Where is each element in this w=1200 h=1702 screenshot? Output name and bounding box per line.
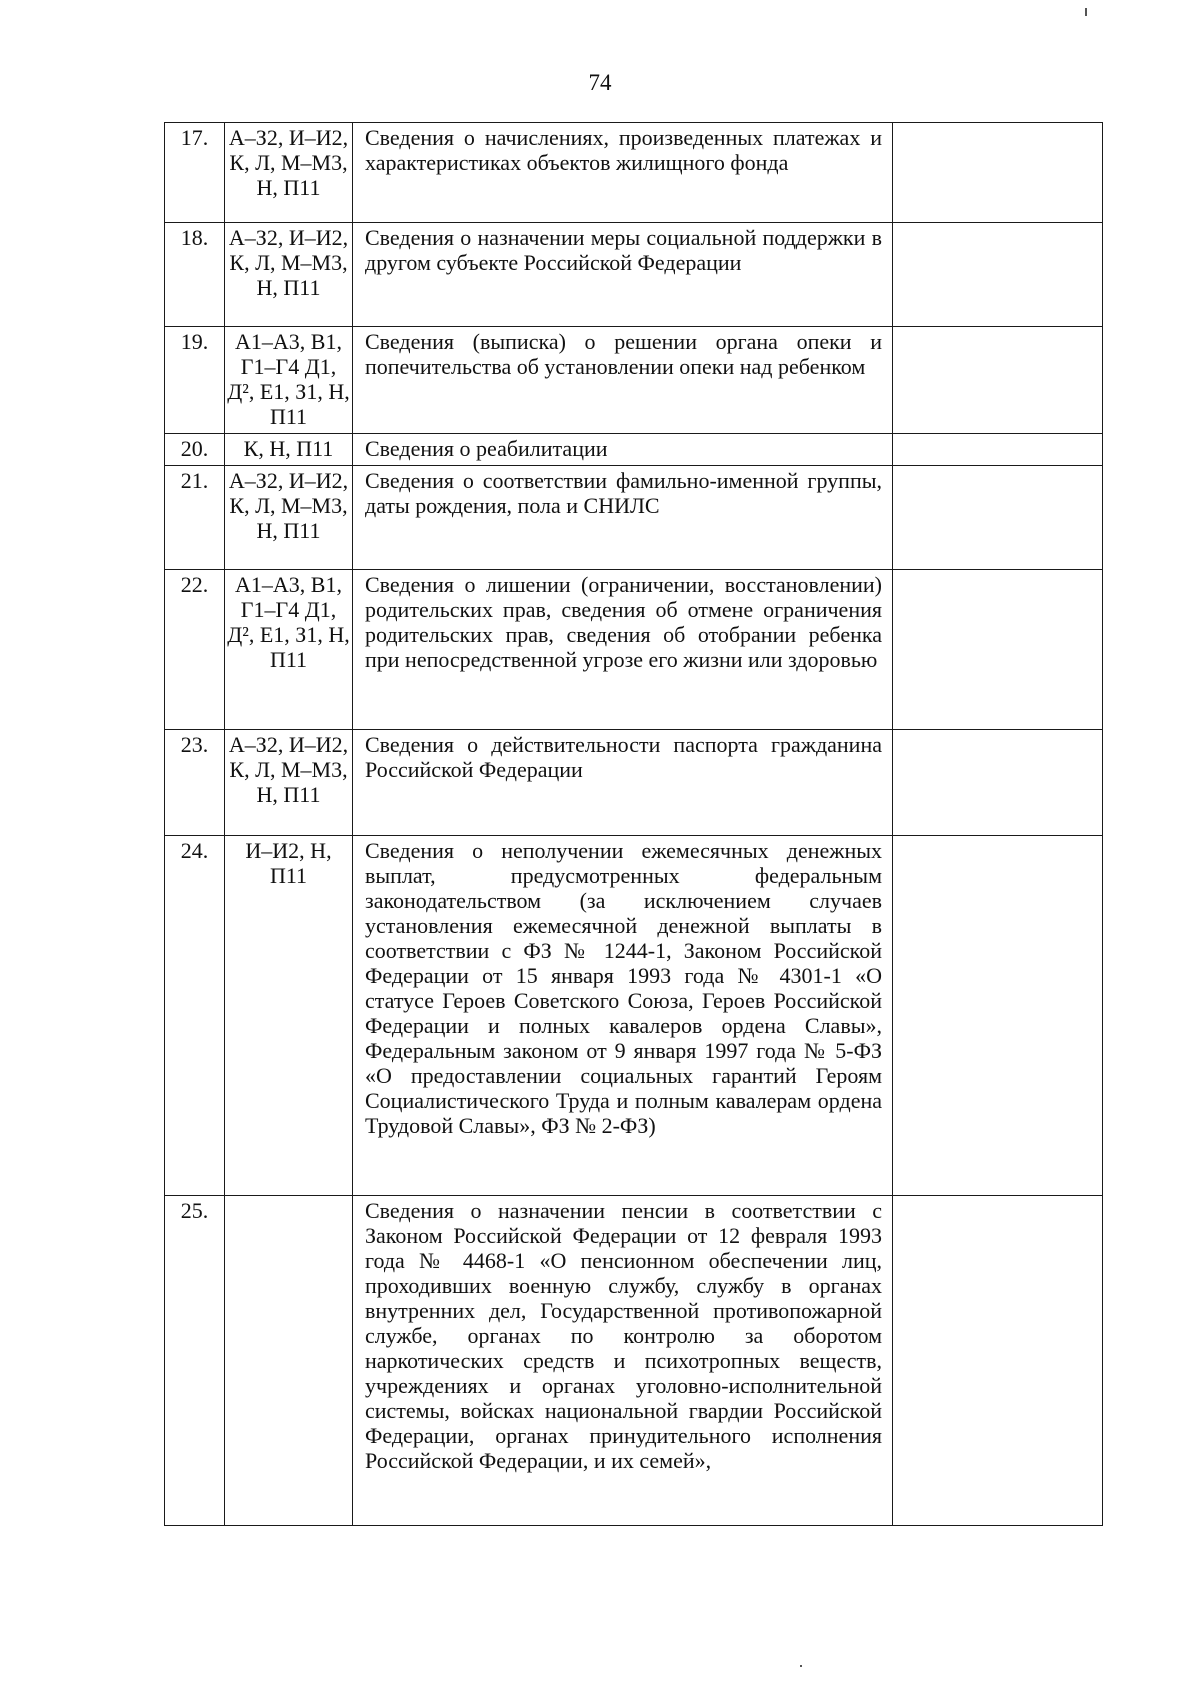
row-description: Сведения о лишении (ограничении, восстановлении) родительских прав, сведения об отмене ограничения родительских прав, сведения об отобрании ребенка при непосредственной угрозе его жизни или здоровью (353, 570, 893, 730)
page-number: 74 (588, 70, 612, 95)
row-code: А–З2, И–И2, К, Л, М–М3, Н, П11 (225, 730, 353, 836)
row-empty-cell (893, 434, 1103, 466)
table-row (165, 730, 1103, 836)
row-number: 17. (165, 123, 225, 223)
table-row (165, 327, 1103, 434)
row-empty-cell (893, 730, 1103, 836)
row-empty-cell (893, 223, 1103, 327)
row-empty-cell (893, 123, 1103, 223)
row-empty-cell (893, 570, 1103, 730)
table-row (165, 434, 1103, 466)
row-number: 22. (165, 570, 225, 730)
row-description: Сведения о соответствии фамильно-именной группы, даты рождения, пола и СНИЛС (353, 466, 893, 570)
row-description: Сведения о назначении меры социальной поддержки в другом субъекте Российской Федерации (353, 223, 893, 327)
row-code: А1–А3, В1, Г1–Г4 Д1, Д², Е1, З1, Н, П11 (225, 570, 353, 730)
row-description: Сведения (выписка) о решении органа опеки и попечительства об установлении опеки над ребенком (353, 327, 893, 434)
row-empty-cell (893, 1196, 1103, 1526)
row-description: Сведения о действительности паспорта гражданина Российской Федерации (353, 730, 893, 836)
row-number: 18. (165, 223, 225, 327)
row-empty-cell (893, 327, 1103, 434)
row-empty-cell (893, 836, 1103, 1196)
data-table (164, 122, 1103, 1526)
row-description: Сведения о неполучении ежемесячных денежных выплат, предусмотренных федеральным законодательством (за исключением случаев установления ежемесячной денежной выплаты в соответствии с ФЗ № 1244-1, Законом Российской Федерации от 15 января 1993 года № 4301-1 «О статусе Героев Советского Союза, Героев Российской Федерации и полных кавалеров ордена Славы», Федеральным законом от 9 января 1997 года № 5-ФЗ «О предоставлении социальных гарантий Героям Социалистического Труда и полным кавалерам ордена Трудовой Славы», ФЗ № 2-ФЗ) (353, 836, 893, 1196)
row-code: А–З2, И–И2, К, Л, М–М3, Н, П11 (225, 123, 353, 223)
table-row (165, 836, 1103, 1196)
scan-speck (1085, 8, 1087, 16)
row-number: 19. (165, 327, 225, 434)
table-row (165, 123, 1103, 223)
row-code (225, 1196, 353, 1526)
table-row (165, 466, 1103, 570)
row-code: И–И2, Н, П11 (225, 836, 353, 1196)
row-description: Сведения о реабилитации (353, 434, 893, 466)
row-number: 21. (165, 466, 225, 570)
row-description: Сведения о начислениях, произведенных платежах и характеристиках объектов жилищного фонда (353, 123, 893, 223)
table-row (165, 570, 1103, 730)
row-code: А–З2, И–И2, К, Л, М–М3, Н, П11 (225, 223, 353, 327)
table-row (165, 1196, 1103, 1526)
row-code: А1–А3, В1, Г1–Г4 Д1, Д², Е1, З1, Н, П11 (225, 327, 353, 434)
scan-speck (800, 1665, 802, 1667)
row-number: 25. (165, 1196, 225, 1526)
row-code: А–З2, И–И2, К, Л, М–М3, Н, П11 (225, 466, 353, 570)
row-description: Сведения о назначении пенсии в соответствии с Законом Российской Федерации от 12 февраля 1993 года № 4468-1 «О пенсионном обеспечении лиц, проходивших военную службу, службу в органах внутренних дел, Государственной противопожарной службе, органах по контролю за оборотом наркотических средств и психотропных веществ, учреждениях и органах уголовно-исполнительной системы, войсках национальной гвардии Российской Федерации, органах принудительного исполнения Российской Федерации, и их семей», (353, 1196, 893, 1526)
row-number: 24. (165, 836, 225, 1196)
row-number: 20. (165, 434, 225, 466)
row-number: 23. (165, 730, 225, 836)
table-row (165, 223, 1103, 327)
row-empty-cell (893, 466, 1103, 570)
row-code: К, Н, П11 (225, 434, 353, 466)
